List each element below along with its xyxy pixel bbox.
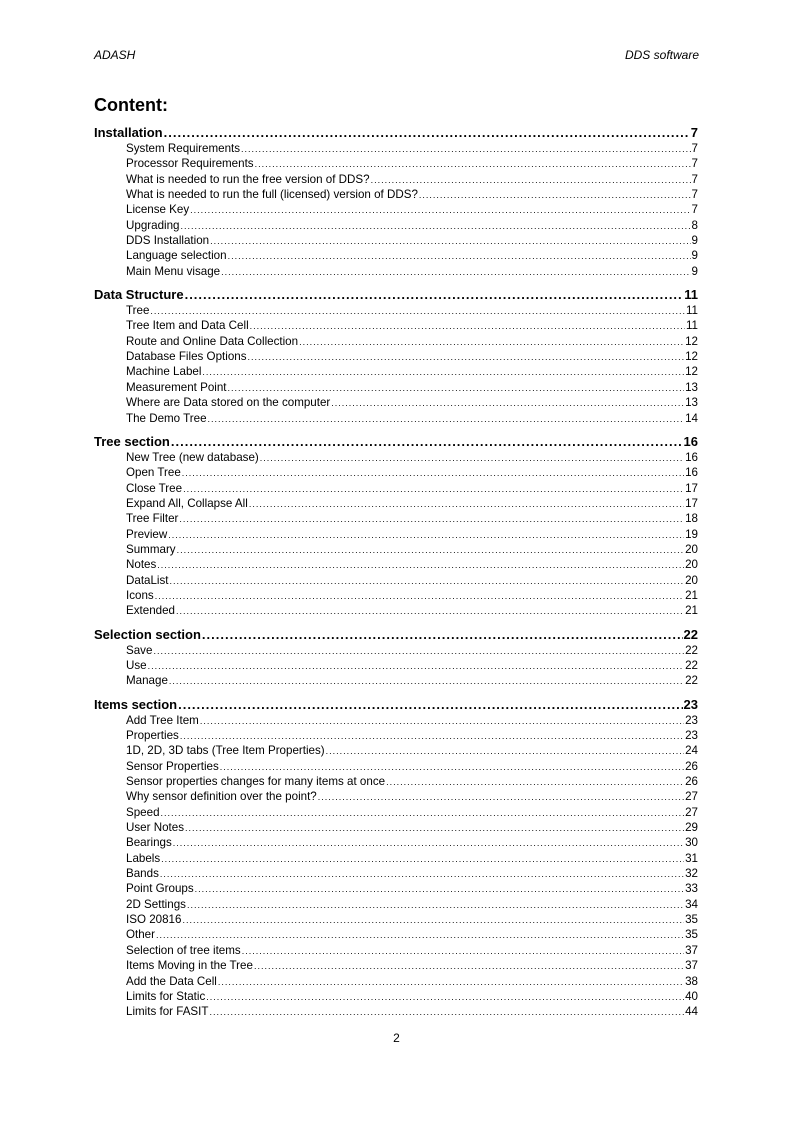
toc-dot-leader [153, 644, 684, 658]
toc-entry[interactable] [126, 349, 698, 364]
toc-entry-page: 35 [685, 928, 698, 942]
toc-entry-page: 34 [685, 897, 698, 911]
toc-entry[interactable] [126, 187, 698, 202]
toc-entry-label: Why sensor definition over the point? [126, 790, 317, 804]
toc-entry-page: 11 [685, 319, 698, 333]
table-of-contents [94, 124, 698, 1020]
toc-entry[interactable] [126, 527, 698, 542]
toc-dot-leader [156, 928, 684, 942]
toc-entry-label: 2D Settings [126, 897, 186, 911]
toc-entry-label: DataList [126, 573, 169, 587]
toc-entry-label: Extended [126, 604, 175, 618]
toc-entry[interactable] [126, 588, 698, 603]
toc-dot-leader [249, 497, 684, 511]
toc-entry[interactable] [126, 303, 698, 318]
toc-entry-page: 19 [685, 527, 698, 541]
toc-entry[interactable] [126, 989, 698, 1004]
toc-section [94, 286, 698, 426]
toc-entry-label: Close Tree [126, 481, 183, 495]
toc-dot-leader [371, 173, 691, 187]
toc-dot-leader [187, 898, 684, 912]
toc-heading-page: 11 [684, 287, 698, 303]
toc-entry[interactable] [126, 927, 698, 942]
toc-entry-page: 40 [685, 989, 698, 1003]
toc-entry-page: 11 [685, 304, 698, 318]
toc-entry-page: 17 [685, 496, 698, 510]
toc-dot-leader [185, 286, 684, 303]
toc-entry[interactable] [126, 318, 698, 333]
toc-dot-leader [208, 412, 685, 426]
toc-entry-page: 23 [685, 713, 698, 727]
toc-entry[interactable] [126, 557, 698, 572]
toc-dot-leader [161, 852, 684, 866]
toc-dot-leader [157, 558, 684, 572]
toc-entry[interactable] [126, 603, 698, 618]
toc-section-heading[interactable] [94, 696, 698, 713]
toc-entry[interactable] [126, 881, 698, 896]
toc-entry[interactable] [126, 851, 698, 866]
toc-dot-leader [182, 913, 684, 927]
toc-entry[interactable] [126, 835, 698, 850]
toc-entry-label: Point Groups [126, 882, 194, 896]
toc-dot-leader [150, 304, 685, 318]
toc-heading-page: 23 [683, 696, 698, 712]
toc-entry-label: Use [126, 658, 147, 672]
toc-dot-leader [176, 604, 684, 618]
toc-heading-label: Items section [94, 696, 178, 712]
toc-entry-page: 20 [685, 573, 698, 587]
toc-section-heading[interactable] [94, 433, 698, 450]
toc-entry-page: 24 [685, 744, 698, 758]
toc-entry-label: What is needed to run the full (licensed) version of DDS? [126, 188, 418, 202]
toc-dot-leader [161, 806, 685, 820]
toc-heading-page: 7 [690, 125, 698, 140]
toc-entry[interactable] [126, 141, 698, 156]
toc-entry-label: Properties [126, 729, 179, 742]
toc-dot-leader [248, 350, 685, 364]
toc-entry-label: Icons [126, 588, 154, 602]
toc-dot-leader [182, 466, 684, 480]
toc-section-heading[interactable] [94, 286, 698, 303]
toc-dot-leader [206, 990, 684, 1004]
toc-entry-label: Measurement Point [126, 380, 227, 394]
toc-dot-leader [220, 760, 684, 774]
toc-entry-page: 20 [685, 558, 698, 572]
toc-dot-leader [210, 234, 690, 248]
toc-entry[interactable] [126, 395, 698, 410]
toc-entry[interactable] [126, 218, 698, 233]
toc-entry-page: 29 [685, 821, 698, 835]
toc-entry[interactable] [126, 789, 698, 804]
toc-entry-page: 26 [685, 775, 698, 789]
toc-dot-leader [254, 959, 684, 973]
toc-entry-page: 17 [685, 481, 698, 495]
toc-entry-label: Selection of tree items [126, 943, 241, 957]
toc-dot-leader [171, 433, 683, 450]
toc-entry[interactable] [126, 897, 698, 912]
toc-entry-label: Sensor properties changes for many items at once [126, 775, 386, 789]
toc-dot-leader [202, 365, 684, 379]
toc-entry-page: 13 [685, 396, 698, 410]
toc-entry-label: 1D, 2D, 3D tabs (Tree Item Properties) [126, 744, 325, 758]
toc-entry-page: 32 [685, 867, 698, 881]
toc-entry[interactable] [126, 542, 698, 557]
toc-entry-page: 30 [685, 836, 698, 850]
page-header [94, 47, 699, 63]
toc-entry[interactable] [126, 912, 698, 927]
toc-entry-label: Labels [126, 851, 161, 865]
toc-heading-label: Installation [94, 125, 163, 140]
toc-dot-leader [241, 142, 691, 156]
toc-section-heading[interactable] [94, 626, 698, 643]
toc-entry-label: Tree Filter [126, 512, 179, 526]
toc-dot-leader [168, 528, 684, 542]
toc-entry-page: 22 [685, 674, 698, 688]
toc-entry[interactable] [126, 465, 698, 480]
toc-entry-label: Sensor Properties [126, 759, 219, 773]
toc-entry[interactable] [126, 511, 698, 526]
toc-entry-label: Route and Online Data Collection [126, 334, 299, 348]
toc-dot-leader [170, 574, 685, 588]
toc-entry-page: 23 [685, 729, 698, 742]
toc-entry-label: Notes [126, 558, 157, 572]
toc-entry-label: The Demo Tree [126, 411, 207, 425]
toc-entry-label: Tree Item and Data Cell [126, 319, 249, 333]
toc-entry-page: 12 [685, 334, 698, 348]
toc-entry-page: 35 [685, 913, 698, 927]
toc-dot-leader [200, 714, 684, 728]
toc-entry-label: Preview [126, 527, 168, 541]
toc-dot-leader [386, 775, 684, 789]
toc-entry-page: 27 [685, 805, 698, 819]
toc-dot-leader [164, 124, 690, 141]
toc-entry-label: Other [126, 928, 155, 942]
toc-dot-leader [178, 696, 682, 713]
toc-dot-leader [148, 659, 684, 673]
toc-entry-label: Database Files Options [126, 350, 247, 364]
toc-entry-label: Bearings [126, 836, 172, 850]
toc-entry-page: 26 [685, 759, 698, 773]
toc-entry-page: 22 [685, 643, 698, 657]
toc-entry-label: Machine Label [126, 365, 202, 379]
toc-entry[interactable] [126, 820, 698, 835]
toc-entry[interactable] [126, 1004, 698, 1019]
toc-dot-leader [177, 543, 684, 557]
toc-entry[interactable] [126, 573, 698, 588]
toc-entry-label: Add Tree Item [126, 713, 199, 727]
toc-entry[interactable] [126, 248, 698, 263]
toc-entry[interactable] [126, 866, 698, 881]
toc-dot-leader [195, 882, 684, 896]
toc-entry-label: Open Tree [126, 466, 181, 480]
toc-entry-label: Limits for Static [126, 989, 206, 1003]
toc-dot-leader [155, 589, 684, 603]
toc-dot-leader [169, 674, 684, 688]
toc-dot-leader [228, 249, 691, 263]
toc-dot-leader [318, 790, 684, 804]
page-title: Content: [94, 95, 168, 115]
toc-dot-leader [202, 626, 683, 643]
toc-entry-label: DDS Installation [126, 234, 210, 248]
toc-entry[interactable] [126, 411, 698, 426]
toc-dot-leader [183, 482, 684, 496]
toc-dot-leader [331, 396, 684, 410]
toc-section [94, 124, 698, 279]
header-product: DDS software [624, 48, 699, 62]
toc-entry-page: 27 [685, 790, 698, 804]
toc-dot-leader [299, 335, 684, 349]
toc-entry[interactable] [126, 264, 698, 279]
toc-entry-label: System Requirements [126, 142, 241, 155]
toc-entry-label: Expand All, Collapse All [126, 496, 248, 510]
toc-entry[interactable] [126, 380, 698, 395]
toc-entry-page: 18 [685, 512, 698, 526]
toc-entry-page: 38 [685, 974, 698, 988]
toc-entry-label: Tree [126, 304, 150, 318]
toc-entry[interactable] [126, 958, 698, 973]
toc-entry-page: 9 [691, 234, 698, 248]
toc-entry-page: 7 [691, 142, 698, 155]
toc-entry-page: 20 [685, 542, 698, 556]
toc-dot-leader [190, 203, 690, 217]
toc-section-heading[interactable] [94, 124, 698, 141]
toc-entry-page: 7 [691, 157, 698, 171]
toc-entry-label: New Tree (new database) [126, 450, 259, 464]
toc-dot-leader [181, 219, 691, 233]
toc-heading-label: Selection section [94, 626, 201, 642]
toc-entry[interactable] [126, 974, 698, 989]
toc-entry-label: Bands [126, 867, 159, 881]
toc-entry-label: Where are Data stored on the computer [126, 396, 331, 410]
toc-dot-leader [179, 512, 684, 526]
toc-entry[interactable] [126, 496, 698, 511]
toc-entry[interactable] [126, 202, 698, 217]
toc-entry-page: 9 [691, 249, 698, 263]
toc-entry[interactable] [126, 743, 698, 758]
toc-entry-label: ISO 20816 [126, 913, 182, 927]
toc-dot-leader [209, 1005, 684, 1019]
toc-entry-label: Items Moving in the Tree [126, 959, 253, 973]
toc-entry[interactable] [126, 713, 698, 728]
toc-entry[interactable] [126, 728, 698, 743]
toc-entry-page: 12 [685, 365, 698, 379]
toc-dot-leader [160, 867, 684, 881]
toc-entry-label: Speed [126, 805, 160, 819]
toc-entry[interactable] [126, 943, 698, 958]
toc-dot-leader [180, 729, 684, 743]
toc-dot-leader [326, 744, 684, 758]
toc-entry-label: Manage [126, 674, 168, 688]
toc-dot-leader [260, 451, 684, 465]
toc-entry[interactable] [126, 774, 698, 789]
toc-dot-leader [242, 944, 684, 958]
toc-entry-page: 7 [691, 203, 698, 217]
toc-dot-leader [173, 836, 684, 850]
toc-entry-page: 7 [691, 172, 698, 186]
toc-entry-page: 12 [685, 350, 698, 364]
toc-entry-page: 8 [691, 218, 698, 232]
toc-entry[interactable] [126, 481, 698, 496]
toc-entry[interactable] [126, 156, 698, 171]
toc-entry-page: 33 [685, 882, 698, 896]
toc-heading-label: Data Structure [94, 287, 184, 303]
toc-entry-label: User Notes [126, 821, 184, 835]
toc-entry[interactable] [126, 759, 698, 774]
toc-entry-page: 14 [685, 411, 698, 425]
toc-heading-label: Tree section [94, 433, 170, 449]
page-number: 2 [393, 1031, 400, 1045]
toc-entry-page: 9 [691, 264, 698, 278]
toc-entry-page: 13 [685, 380, 698, 394]
toc-entry-label: Processor Requirements [126, 157, 254, 171]
toc-entry-page: 7 [691, 188, 698, 202]
header-company: ADASH [94, 48, 136, 62]
toc-entry-page: 37 [685, 959, 698, 973]
toc-entry-label: Limits for FASIT [126, 1005, 209, 1019]
toc-entry-page: 37 [685, 943, 698, 957]
toc-section [94, 433, 698, 619]
toc-entry[interactable] [126, 673, 698, 688]
toc-dot-leader [250, 319, 685, 333]
toc-entry[interactable] [126, 233, 698, 248]
toc-heading-page: 16 [683, 433, 698, 449]
toc-entry[interactable] [126, 643, 698, 658]
toc-entry-label: License Key [126, 203, 190, 217]
toc-dot-leader [228, 381, 685, 395]
toc-entry[interactable] [126, 658, 698, 673]
toc-entry-page: 44 [685, 1005, 698, 1019]
toc-entry-page: 16 [685, 466, 698, 480]
toc-dot-leader [419, 188, 691, 202]
toc-entry-label: Add the Data Cell [126, 974, 217, 988]
toc-entry[interactable] [126, 334, 698, 349]
toc-entry-page: 21 [685, 588, 698, 602]
toc-entry-label: Main Menu visage [126, 264, 221, 278]
toc-dot-leader [255, 157, 691, 171]
toc-entry[interactable] [126, 172, 698, 187]
toc-section [94, 696, 698, 1020]
toc-section [94, 626, 698, 689]
toc-entry-label: Language selection [126, 249, 227, 263]
toc-entry[interactable] [126, 805, 698, 820]
toc-dot-leader [221, 265, 690, 279]
toc-entry-page: 31 [685, 851, 698, 865]
toc-dot-leader [185, 821, 684, 835]
toc-entry[interactable] [126, 364, 698, 379]
toc-entry-label: Save [126, 643, 153, 657]
toc-entry-label: What is needed to run the free version of DDS? [126, 172, 370, 186]
toc-entry-page: 16 [685, 450, 698, 464]
toc-dot-leader [218, 975, 684, 989]
toc-entry-label: Upgrading [126, 218, 180, 232]
toc-entry-label: Summary [126, 542, 176, 556]
toc-entry-page: 21 [685, 604, 698, 618]
toc-entry-page: 22 [685, 658, 698, 672]
toc-entry[interactable] [126, 450, 698, 465]
toc-heading-page: 22 [683, 626, 698, 642]
